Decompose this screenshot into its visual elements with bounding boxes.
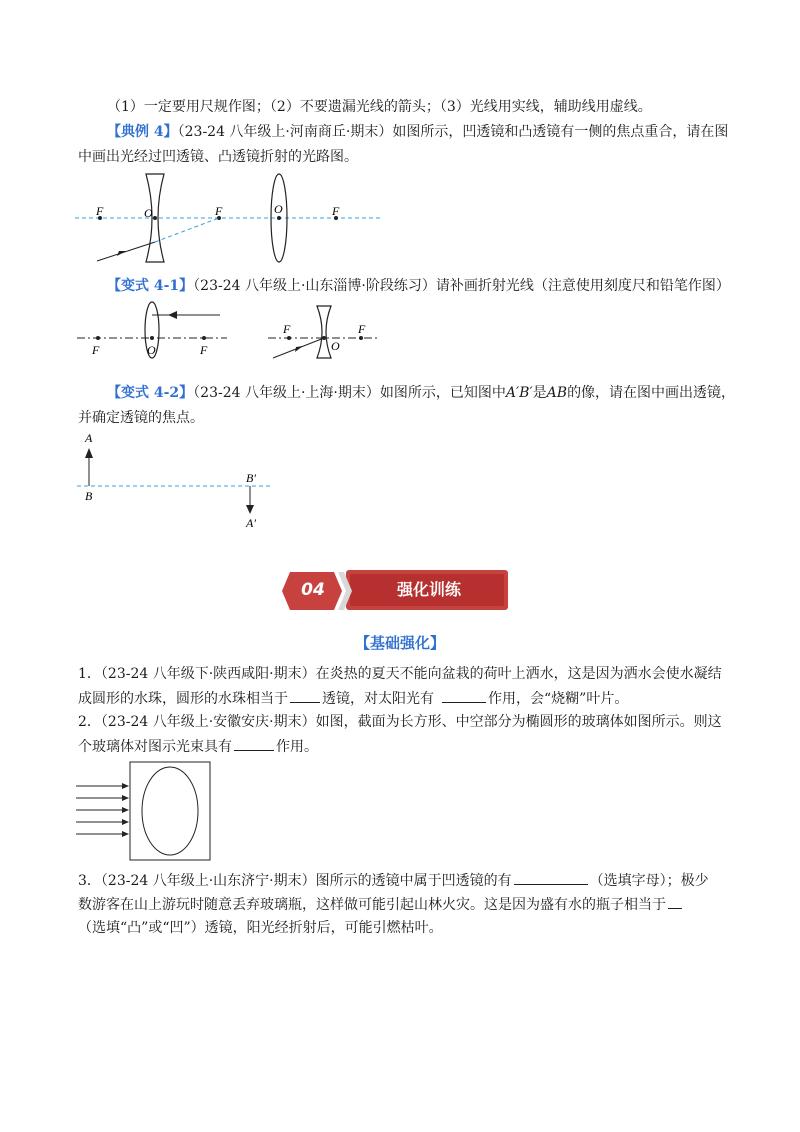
question-3-line2 (78, 894, 728, 915)
object-label: AB (546, 385, 568, 401)
variant-4-1-tag: 【变式 4-1】 (107, 278, 194, 294)
point-label: A′ (246, 516, 256, 530)
q1-text-b: 透镜，对太阳光有 (322, 691, 434, 707)
variant-4-2-line2: 并确定透镜的焦点。 (78, 410, 204, 426)
question-2-line1: 2．（23-24 八年级上·安徽安庆·期末）如图，截面为长方形、中空部分为椭圆形的玻璃体如图所示。则这 (78, 714, 722, 730)
answer-blank[interactable] (442, 688, 486, 703)
q2-text-a: 个玻璃体对图示光束具有 (78, 739, 232, 755)
concave-lens (317, 306, 331, 358)
answer-blank[interactable] (514, 870, 588, 885)
variant-4-2-text-a: （23-24 八年级上·上海·期末）如图所示，已知图中 (193, 385, 506, 401)
variant-4-1-text: （23-24 八年级上·山东淄博·阶段练习）请补画折射光线（注意使用刻度尺和铅笔作图） (193, 278, 730, 294)
example-4-figure (70, 168, 390, 268)
variant-4-1-line (107, 276, 757, 296)
q3-text-b: （选填字母）；极少 (589, 873, 709, 889)
center-label: O (147, 343, 156, 357)
center-label: O (274, 202, 283, 216)
center-label: O (331, 339, 340, 353)
variant-4-1-figure-concave (265, 300, 385, 360)
focus-label: F (92, 343, 100, 357)
focus-label: F (96, 204, 104, 218)
question-3-line3: （选填“凸”或“凹”）透镜，阳光经折射后，可能引燃枯叶。 (78, 920, 443, 936)
center-label: O (144, 206, 153, 220)
question-2-figure (74, 760, 214, 864)
q3-text-a: 3．（23-24 八年级上·山东济宁·期末）图所示的透镜中属于凹透镜的有 (78, 873, 512, 889)
question-1-line2 (78, 688, 728, 709)
q1-text-c: 作用，会“烧糊”叶片。 (488, 691, 629, 707)
focus-label: F (358, 322, 366, 336)
answer-blank[interactable] (668, 894, 682, 909)
example-4-line1 (107, 122, 757, 142)
example-4-line2: 中画出光经过凹透镜、凸透镜折射的光路图。 (78, 149, 358, 165)
q2-text-b: 作用。 (276, 739, 318, 755)
example-4-text: （23-24 八年级上·河南商丘·期末）如图所示，凹透镜和凸透镜有一侧的焦点重合，请在图 (177, 124, 729, 140)
q1-text-a: 成圆形的水珠，圆形的水珠相当于 (78, 691, 288, 707)
variant-4-2-text-b: 是 (532, 385, 547, 401)
question-1-line1: 1．（23-24 八年级下·陕西咸阳·期末）在炎热的夏天不能向盆栽的荷叶上洒水，这是因为洒水会使水凝结 (78, 666, 722, 682)
variant-4-2-figure (72, 430, 282, 530)
variant-4-2-tag: 【变式 4-2】 (107, 385, 194, 401)
variant-4-2-line1 (107, 383, 757, 403)
rules-line: （1）一定要用尺规作图；（2）不要遗漏光线的箭头；（3）光线用实线，辅助线用虚线。 (107, 99, 652, 115)
focus-label: F (200, 343, 208, 357)
focus-label: F (332, 204, 340, 218)
focus-label: F (215, 204, 223, 218)
banner-number: 04 (301, 580, 325, 600)
focus-label: F (283, 322, 291, 336)
question-2-line2 (78, 736, 728, 757)
point-label: B′ (246, 471, 256, 485)
image-label: A′B′ (505, 385, 533, 401)
example-4-tag: 【典例 4】 (107, 124, 178, 140)
variant-4-2-text-c: 的像，请在图中画出透镜， (567, 385, 736, 401)
answer-blank[interactable] (234, 736, 274, 751)
banner-title: 强化训练 (396, 580, 461, 599)
variant-4-1-figure-convex (72, 300, 232, 360)
q3-text-c: 数游客在山上游玩时随意丢弃玻璃瓶，这样做可能引起山林火灾。这是因为盛有水的瓶子相当于 (78, 897, 666, 913)
question-3-line1 (78, 870, 728, 891)
point-label: A (85, 431, 93, 445)
answer-blank[interactable] (290, 688, 320, 703)
point-label: B (85, 489, 93, 503)
section-heading: 【基础强化】 (354, 634, 445, 652)
